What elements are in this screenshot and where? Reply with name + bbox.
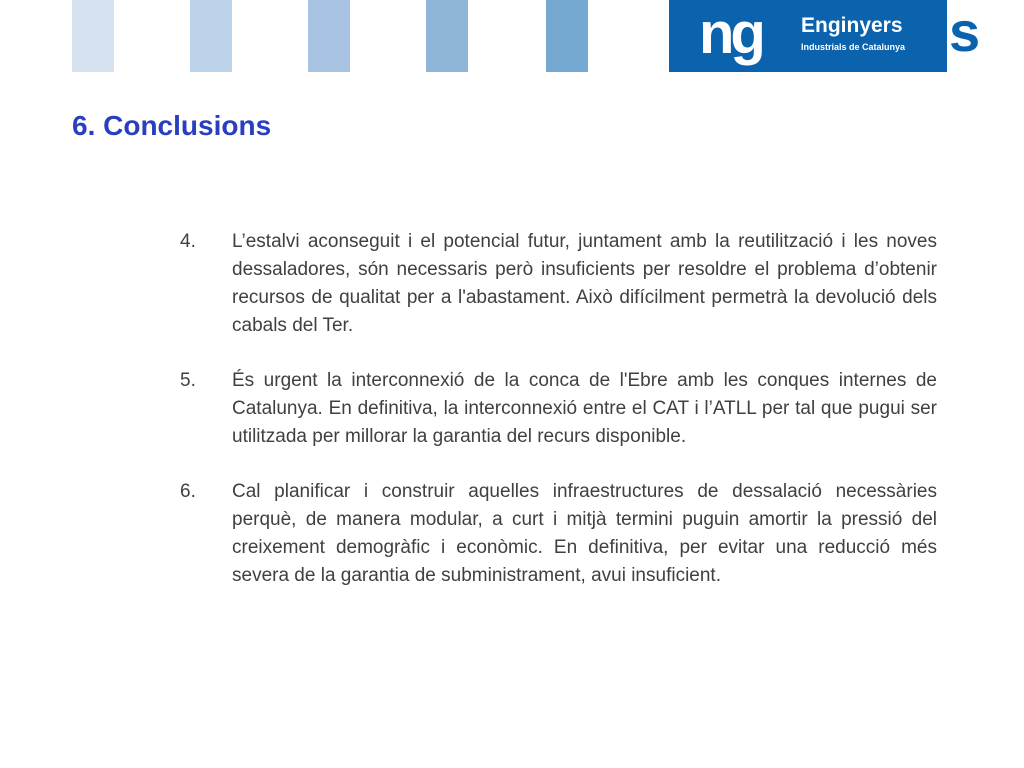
decorative-bar xyxy=(190,0,232,72)
list-item-number: 5. xyxy=(180,370,196,391)
list-item xyxy=(180,367,937,451)
logo-mark-text: ng xyxy=(699,1,762,66)
decorative-bar xyxy=(546,0,588,72)
list-item-text: L’estalvi aconseguit i el potencial futur, juntament amb la reutilització i les noves dessaladores, són necessaris però insuficients per resoldre el problema d’obtenir recursos de qualitat per a l'abastament. Això difícilment permetrà la devolució dels cabals del Ter. xyxy=(232,231,937,336)
list-item-number: 4. xyxy=(180,231,196,252)
list-item xyxy=(180,228,937,340)
list-item-number: 6. xyxy=(180,481,196,502)
decorative-bar xyxy=(426,0,468,72)
list-item-text: Cal planificar i construir aquelles infraestructures de dessalació necessàries perquè, de manera modular, a curt i mitjà termini puguin amortir la pressió del creixement demogràfic i econòmic. En definitiva, per evitar una reducció més severa de la garantia de subministrament, avui insuficient. xyxy=(232,481,937,586)
decorative-bar xyxy=(72,0,114,72)
list-item-text: És urgent la interconnexió de la conca de l'Ebre amb les conques internes de Catalunya. En definitiva, la interconnexió entre el CAT i l’ATLL per tal que pugui ser utilitzada per millorar la garantia del recurs disponible. xyxy=(232,370,937,447)
logo-title: Enginyers xyxy=(801,14,903,37)
list-item xyxy=(180,478,937,590)
conclusions-list xyxy=(180,228,937,617)
logo-tail-letter: s xyxy=(949,0,981,63)
logo-subtitle: Industrials de Catalunya xyxy=(801,42,906,52)
slide-title: 6. Conclusions xyxy=(72,110,272,141)
enginyers-logo xyxy=(669,0,987,74)
decorative-bar xyxy=(308,0,350,72)
